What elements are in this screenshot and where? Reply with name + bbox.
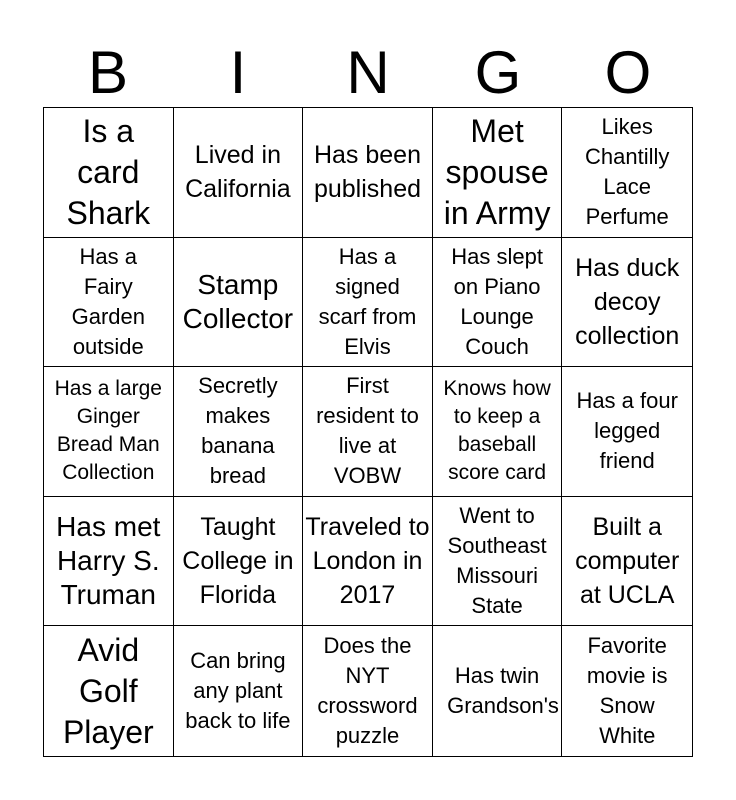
bingo-cell-r2c3[interactable] (303, 238, 433, 368)
bingo-cell-r2c2[interactable] (174, 238, 304, 368)
cell-text: Has slept on Piano Lounge Couch (451, 243, 543, 359)
cell-text: Has a four legged friend (576, 388, 678, 474)
bingo-cell-r3c5[interactable] (562, 367, 692, 497)
bingo-cell-r1c2[interactable] (174, 108, 304, 238)
bingo-cell-r1c3[interactable] (303, 108, 433, 238)
header-letter-n: N (346, 39, 390, 106)
bingo-cell-r4c3[interactable] (303, 497, 433, 627)
cell-text: Has a large Ginger Bread Man Collection (54, 377, 162, 485)
cell-text: Has duck decoy collection (575, 253, 680, 350)
cell-text: Built a computer at UCLA (575, 513, 680, 610)
cell-text: Avid Golf Player (62, 631, 154, 750)
cell-text: Is a card Shark (66, 112, 151, 231)
cell-text: Favorite movie is Snow White (586, 633, 668, 749)
cell-text: Likes Chantilly Lace Perfume (585, 114, 670, 230)
header-letter-i: I (229, 39, 247, 106)
header-letter-g: G (474, 39, 522, 106)
bingo-cell-r2c4[interactable] (433, 238, 563, 368)
bingo-cell-r1c1[interactable] (44, 108, 174, 238)
bingo-cell-r3c2[interactable] (174, 367, 304, 497)
cell-text: Met spouse in Army (443, 112, 551, 231)
bingo-board (43, 107, 693, 757)
bingo-cell-r5c2[interactable] (174, 626, 304, 756)
bingo-cell-r4c2[interactable] (174, 497, 304, 627)
header-letter-o: O (604, 39, 652, 106)
bingo-cell-r1c5[interactable] (562, 108, 692, 238)
bingo-header (43, 40, 693, 106)
bingo-cell-r3c4[interactable] (433, 367, 563, 497)
cell-text: Can bring any plant back to life (185, 648, 291, 734)
cell-text: Taught College in Florida (182, 513, 294, 610)
cell-text: Lived in California (185, 141, 291, 204)
cell-text: Has a Fairy Garden outside (71, 243, 145, 359)
cell-text: Does the NYT crossword puzzle (317, 633, 418, 749)
cell-text: Has twin Grandson's (447, 663, 559, 719)
bingo-cell-r2c1[interactable] (44, 238, 174, 368)
cell-text: Has met Harry S. Truman (56, 511, 161, 611)
bingo-cell-r3c3[interactable] (303, 367, 433, 497)
cell-text: Secretly makes banana bread (198, 373, 278, 489)
bingo-cell-r3c1[interactable] (44, 367, 174, 497)
bingo-cell-r5c1[interactable] (44, 626, 174, 756)
bingo-cell-r5c4[interactable] (433, 626, 563, 756)
bingo-cell-r4c1[interactable] (44, 497, 174, 627)
bingo-cell-r4c4[interactable] (433, 497, 563, 627)
cell-text: Traveled to London in 2017 (305, 513, 430, 610)
cell-text: Has a signed scarf from Elvis (318, 243, 417, 359)
bingo-cell-r1c4[interactable] (433, 108, 563, 238)
cell-text: Stamp Collector (182, 268, 294, 334)
bingo-cell-r5c3[interactable] (303, 626, 433, 756)
cell-text: Has been published (313, 141, 421, 204)
cell-text: Knows how to keep a baseball score card (443, 377, 551, 485)
cell-text: First resident to live at VOBW (316, 373, 419, 489)
bingo-cell-r5c5[interactable] (562, 626, 692, 756)
cell-text: Went to Southeast Missouri State (447, 503, 547, 619)
bingo-cell-r2c5[interactable] (562, 238, 692, 368)
bingo-cell-r4c5[interactable] (562, 497, 692, 627)
header-letter-b: B (87, 39, 129, 106)
